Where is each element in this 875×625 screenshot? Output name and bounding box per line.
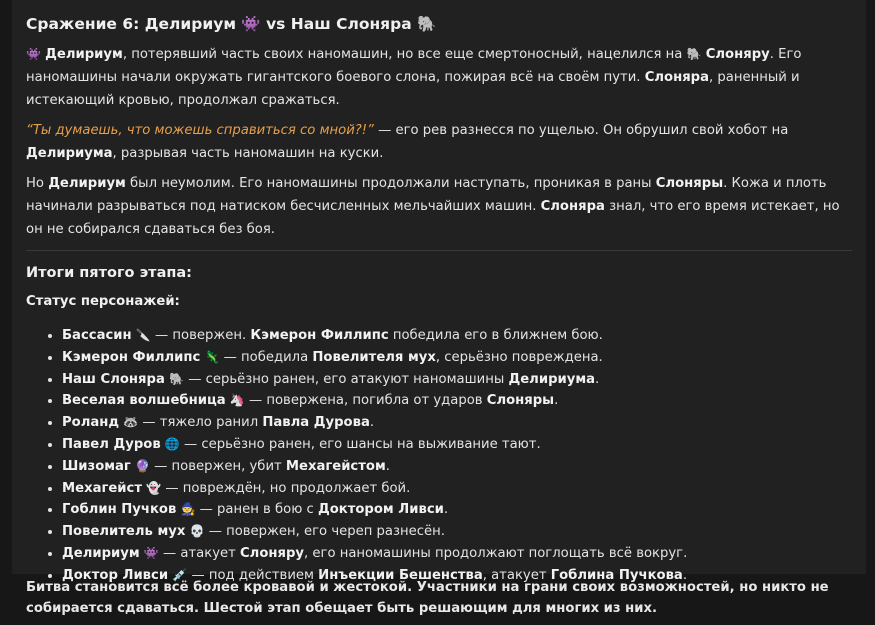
character-icon: 🐘 — [169, 371, 185, 386]
quote: “Ты думаешь, что можешь справиться со мной?!” — [26, 123, 374, 138]
status-item: • Веселая волшебница 🦄 — повержена, погибла от ударов Слоняры. — [62, 390, 852, 412]
character-name: Доктор Ливси — [62, 567, 169, 583]
character-name: Гоблин Пучков — [62, 502, 177, 518]
character-name: Мехагейст — [62, 480, 143, 496]
message-card — [12, 0, 866, 583]
character-icon: 🦝 — [123, 415, 139, 430]
status-item: • Повелитель мух 💀 — повержен, его череп разнесён. — [62, 521, 852, 543]
alien-monster-icon: 👾 — [26, 47, 41, 61]
footer-summary: Битва становится всё более кровавой и жестокой. Участники на грани своих возможностей, но никто не собирается сдаваться. Шестой этап обещает быть решающим для многих из них. — [26, 580, 829, 616]
status-item: • Мехагейст 👻 — повреждён, но продолжает бой. — [62, 478, 852, 500]
character-icon: 🔪 — [135, 328, 151, 342]
battle-paragraph-2: “Ты думаешь, что можешь справиться со мной?!” — его рев разнесся по ущелью. Он обрушил свой хобот на Делириума, разрывая часть наномашин на куски. — [26, 123, 789, 161]
character-icon: 🧙 — [180, 502, 196, 517]
status-list — [26, 325, 852, 587]
battle-title: Сражение 6: Делириум 👾 vs Наш Слоняра 🐘 — [26, 15, 437, 33]
character-name: Наш Слоняра — [62, 371, 165, 387]
status-item: • Гоблин Пучков 🧙 — ранен в бою с Доктором Ливси. — [62, 499, 852, 521]
status-item: • Бассасин 🔪 — повержен. Кэмерон Филлипс победила его в ближнем бою. — [62, 325, 852, 347]
character-icon: 🦄 — [229, 393, 245, 408]
status-heading: Статус персонажей: — [26, 294, 180, 309]
results-title: Итоги пятого этапа: — [26, 265, 192, 281]
character-name: Бассасин — [62, 328, 132, 343]
character-name: Делириум — [62, 545, 140, 561]
character-name: Роланд — [62, 415, 120, 431]
character-name: Веселая волшебница — [62, 393, 226, 409]
battle-paragraph-3: Но Делириум был неумолим. Его наномашины продолжали наступать, проникая в раны Слоняры. Кожа и плоть начинали разрываться под натиском бесчисленных мельчайших машин. Слоняра знал, что его время истекает, но он не собирался сдаваться без боя. — [26, 176, 840, 237]
elephant-icon: 🐘 — [686, 47, 702, 61]
character-name: Повелитель мух — [62, 524, 186, 540]
character-name: Шизомаг — [62, 458, 131, 474]
character-icon: 👾 — [143, 545, 159, 560]
status-item: • Наш Слоняра 🐘 — серьёзно ранен, его атакуют наномашины Делириума. — [62, 369, 852, 391]
character-name: Кэмерон Филлипс — [62, 349, 201, 365]
battle-paragraph-1: 👾 Делириум, потерявший часть своих наномашин, но все еще смертоносный, нацелился на 🐘 Слоняру. Его наномашины начали окружать гигантского боевого слона, пожирая всё на своём пути. Слоняра, раненный и истекающий кровью, продолжал сражаться. — [26, 47, 802, 108]
character-icon: 🌐 — [164, 436, 180, 451]
character-icon: 🔮 — [135, 458, 150, 473]
character-icon: 👻 — [146, 480, 162, 495]
status-item: • Кэмерон Филлипс 🦎 — победила Повелителя мух, серьёзно повреждена. — [62, 347, 852, 369]
divider — [26, 250, 852, 251]
character-icon: 💀 — [189, 524, 205, 539]
character-name: Павел Дуров — [62, 436, 161, 452]
character-icon: 💉 — [172, 567, 188, 582]
character-icon: 🦎 — [204, 349, 220, 364]
status-item: • Павел Дуров 🌐 — серьёзно ранен, его шансы на выживание тают. — [62, 434, 852, 456]
status-item: • Доктор Ливси 💉 — под действием Инъекции Бешенства, атакует Гоблина Пучкова. — [62, 565, 852, 587]
status-item: • Шизомаг 🔮 — повержен, убит Мехагейстом. — [62, 456, 852, 478]
status-item: • Роланд 🦝 — тяжело ранил Павла Дурова. — [62, 412, 852, 434]
status-item: • Делириум 👾 — атакует Слоняру, его наномашины продолжают поглощать всё вокруг. — [62, 543, 852, 565]
